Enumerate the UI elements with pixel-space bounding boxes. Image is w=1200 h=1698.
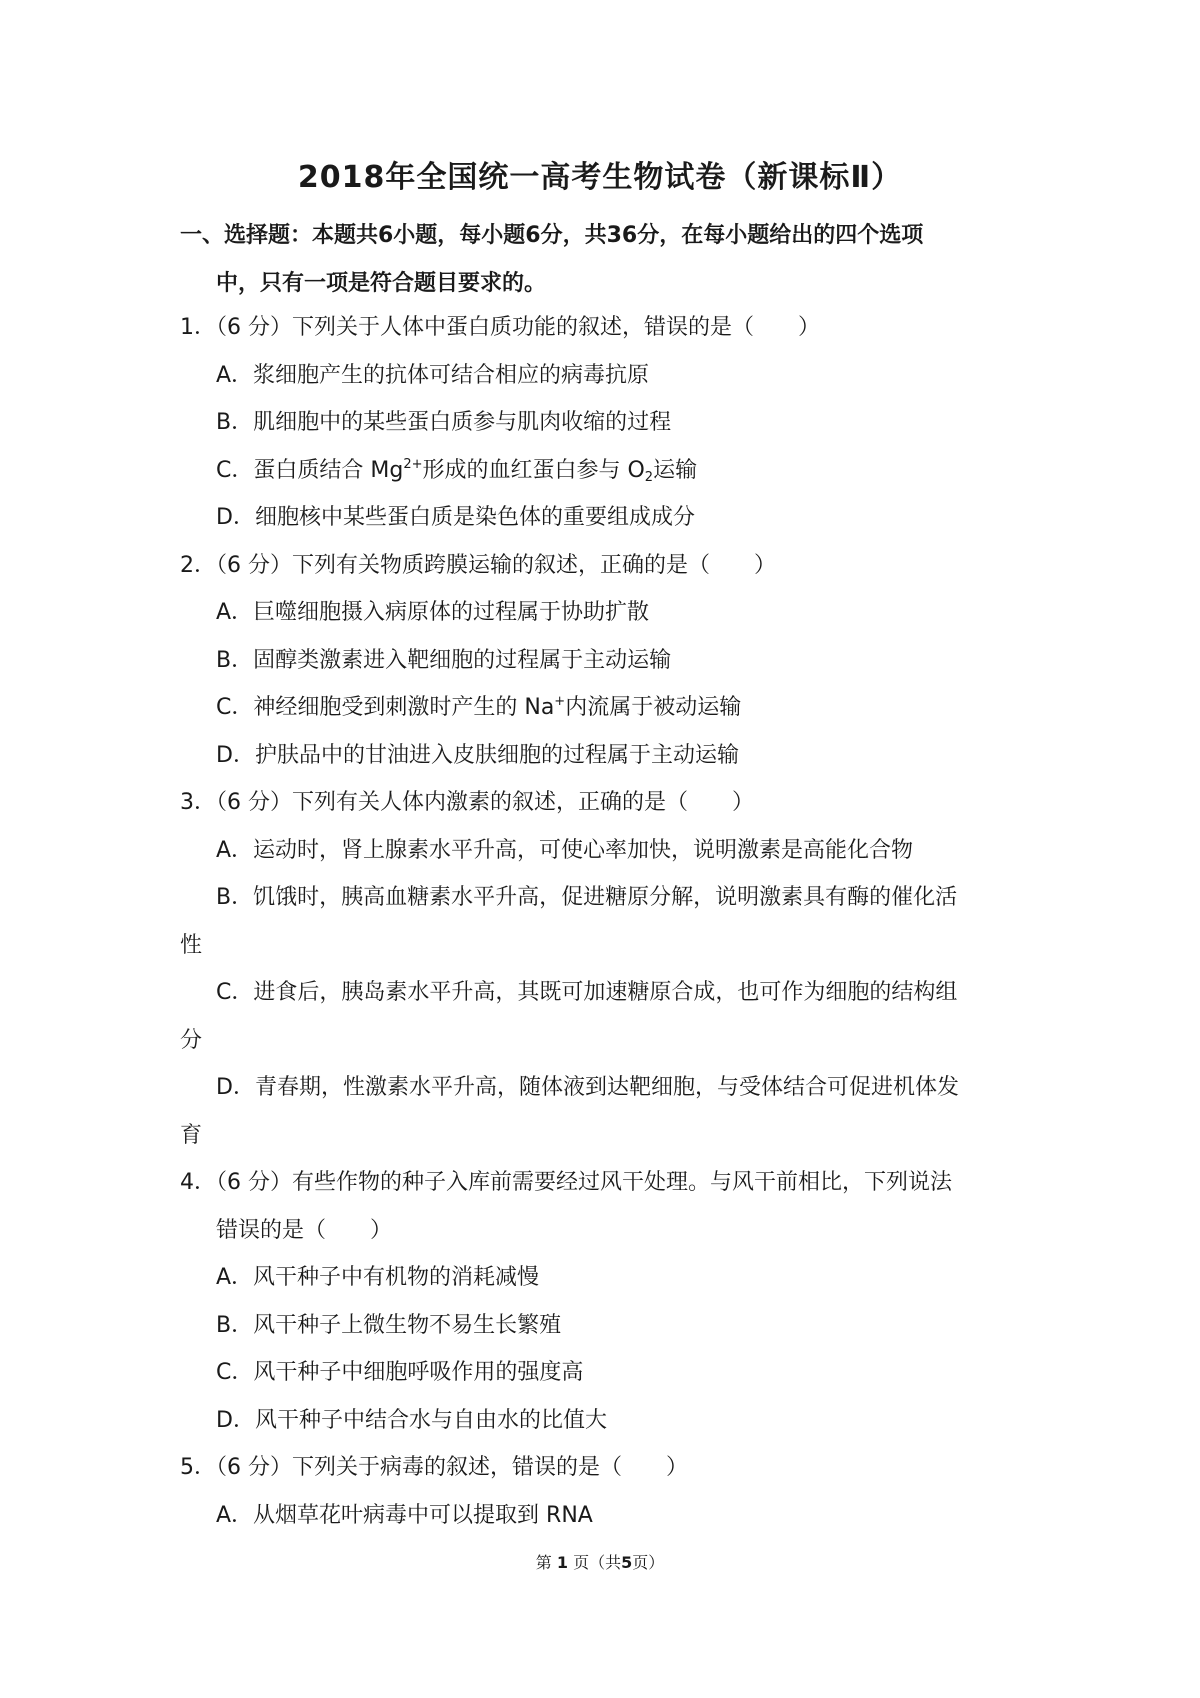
question-4-option-a: A．风干种子中有机物的消耗减慢	[216, 1265, 540, 1290]
question-1-option-d: D．细胞核中某些蛋白质是染色体的重要组成成分	[216, 505, 695, 530]
question-1-option-c	[180, 447, 1040, 495]
question-3-option-a: A．运动时，肾上腺素水平升高，可使心率加快，说明激素是高能化合物	[216, 837, 914, 863]
question-3-option-b: B．饥饿时，胰高血糖素水平升高，促进糖原分解，说明激素具有酶的催化活	[216, 885, 958, 910]
question-3-option-c-continuation: 分	[180, 1027, 203, 1053]
question-4-option-b: B．风干种子上微生物不易生长繁殖	[216, 1312, 562, 1338]
exam-title: 2018年全国统一高考生物试卷（新课标Ⅱ）	[297, 160, 903, 195]
question-4-stem: 4．（6 分）有些作物的种子入库前需要经过风干处理。与风干前相比，下列说法	[180, 1170, 952, 1195]
question-1-option-b: B．肌细胞中的某些蛋白质参与肌肉收缩的过程	[216, 410, 672, 435]
question-2-option-a: A．巨噬细胞摄入病原体的过程属于协助扩散	[216, 600, 650, 625]
superscript: +	[554, 694, 566, 709]
section-heading-line-1: 一、选择题：本题共6小题，每小题6分，共36分，在每小题给出的四个选项	[180, 223, 924, 248]
question-5-stem: 5．（6 分）下列关于病毒的叙述，错误的是（ ）	[180, 1455, 688, 1480]
question-2-option-d: D．护肤品中的甘油进入皮肤细胞的过程属于主动运输	[216, 742, 739, 768]
footer-text: 页（共	[573, 1553, 622, 1572]
question-3-option-d-continuation: 育	[180, 1122, 203, 1148]
question-3-stem: 3．（6 分）下列有关人体内激素的叙述，正确的是（ ）	[180, 790, 754, 815]
option-text: C．蛋白质结合 Mg	[216, 457, 404, 483]
question-4-option-d: D．风干种子中结合水与自由水的比值大	[216, 1407, 607, 1433]
question-3-option-d: D．青春期，性激素水平升高，随体液到达靶细胞，与受体结合可促进机体发	[216, 1075, 959, 1100]
footer-text: 第	[535, 1553, 552, 1572]
question-list	[180, 304, 1040, 1539]
footer-text: 页）	[632, 1553, 665, 1572]
option-text: 形成的血红蛋白参与 O	[422, 457, 645, 483]
question-4-stem-continuation: 错误的是（ ）	[216, 1217, 393, 1243]
question-5-option-a: A．从烟草花叶病毒中可以提取到 RNA	[216, 1502, 593, 1528]
superscript: 2+	[403, 456, 423, 472]
question-2-stem: 2．（6 分）下列有关物质跨膜运输的叙述，正确的是（ ）	[180, 552, 776, 578]
option-text: 运输	[653, 457, 698, 483]
question-4-option-c: C．风干种子中细胞呼吸作用的强度高	[216, 1360, 584, 1385]
option-text: 内流属于被动运输	[565, 695, 742, 720]
question-1-option-a: A．浆细胞产生的抗体可结合相应的病毒抗原	[216, 362, 650, 388]
question-3-option-c: C．进食后，胰岛素水平升高，其既可加速糖原合成，也可作为细胞的结构组	[216, 980, 958, 1005]
section-heading-line-2: 中，只有一项是符合题目要求的。	[216, 271, 547, 296]
option-text: C．神经细胞受到刺激时产生的 Na	[216, 695, 555, 720]
page-total: 5	[621, 1553, 633, 1572]
question-3-option-b-continuation: 性	[180, 932, 203, 958]
question-2-option-b: B．固醇类激素进入靶细胞的过程属于主动运输	[216, 647, 672, 673]
subscript: 2	[644, 469, 654, 485]
page-footer	[0, 1552, 1200, 1574]
question-1-stem: 1．（6 分）下列关于人体中蛋白质功能的叙述，错误的是（ ）	[180, 315, 820, 340]
question-2-option-c	[180, 684, 1040, 732]
section-heading	[180, 212, 1040, 308]
page-number: 1	[556, 1553, 568, 1572]
